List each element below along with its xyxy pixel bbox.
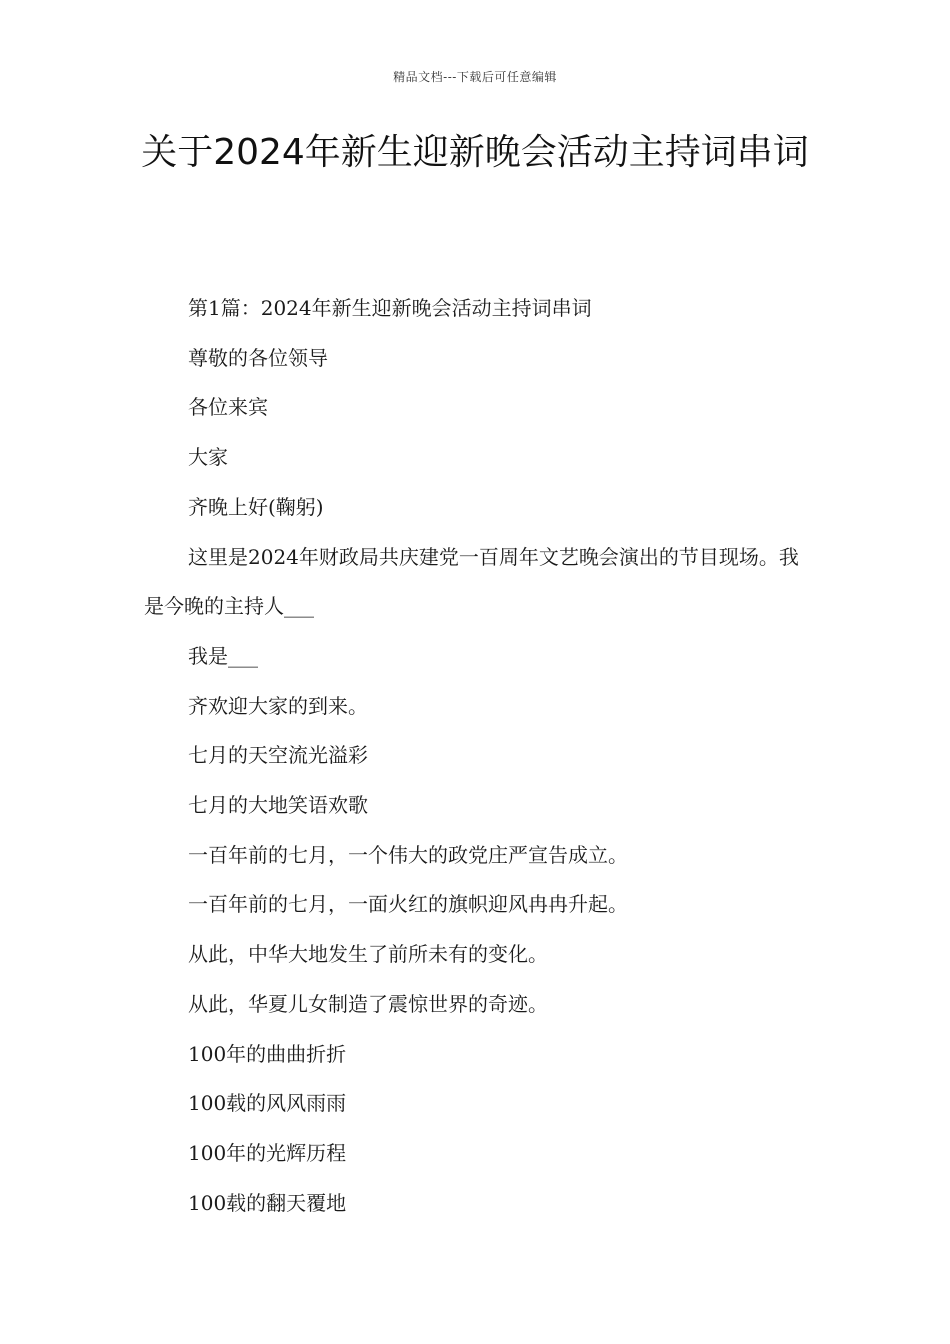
paragraph: 七月的天空流光溢彩 bbox=[188, 743, 368, 768]
paragraph: 这里是2024年财政局共庆建党一百周年文艺晚会演出的节目现场。我是今晚的主持人___ bbox=[144, 544, 799, 619]
paragraph: 大家 bbox=[188, 445, 228, 470]
paragraph: 100载的风风雨雨 bbox=[188, 1091, 347, 1116]
document-title: 关于2024年新生迎新晚会活动主持词串词 bbox=[141, 132, 809, 173]
page-header: 精品文档---下载后可任意编辑 bbox=[393, 70, 557, 84]
paragraph: 各位来宾 bbox=[188, 395, 268, 420]
paragraph: 100年的曲曲折折 bbox=[188, 1041, 347, 1066]
paragraph: 一百年前的七月，一面火红的旗帜迎风冉冉升起。 bbox=[188, 892, 628, 917]
paragraph: 从此，华夏儿女制造了震惊世界的奇迹。 bbox=[188, 991, 548, 1016]
paragraph: 第1篇：2024年新生迎新晚会活动主持词串词 bbox=[188, 296, 592, 320]
paragraph: 我是___ bbox=[188, 643, 258, 668]
document-body bbox=[144, 284, 812, 1228]
paragraph: 100年的光辉历程 bbox=[188, 1140, 347, 1165]
paragraph: 齐晚上好(鞠躬) bbox=[188, 494, 324, 519]
paragraph: 尊敬的各位领导 bbox=[188, 345, 328, 370]
paragraph: 七月的大地笑语欢歌 bbox=[188, 793, 368, 818]
paragraph: 齐欢迎大家的到来。 bbox=[188, 693, 368, 718]
paragraph: 一百年前的七月，一个伟大的政党庄严宣告成立。 bbox=[188, 842, 628, 867]
paragraph: 从此，中华大地发生了前所未有的变化。 bbox=[188, 942, 548, 967]
paragraph: 100载的翻天覆地 bbox=[188, 1190, 347, 1215]
